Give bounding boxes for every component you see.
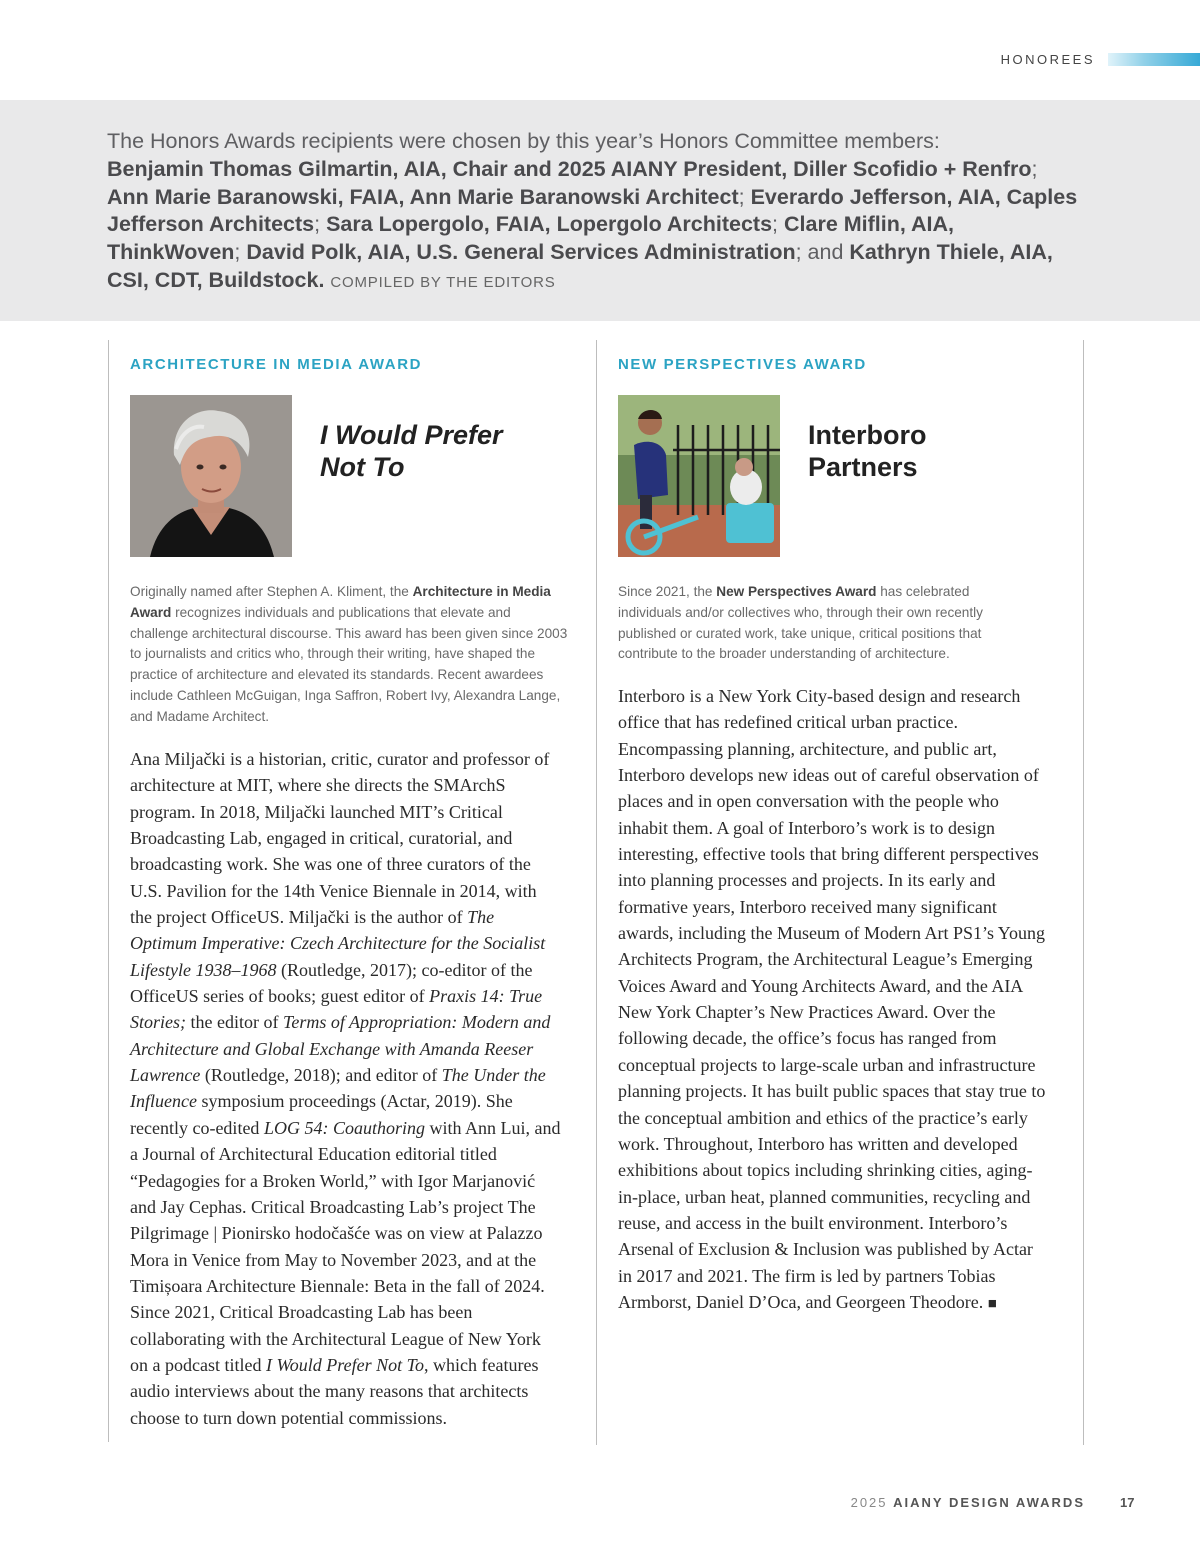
award-description: Since 2021, the New Perspectives Award has celebrated individuals and/or collectives who, through their own recently published or curated work, take unique, critical positions that contribute to the broader understanding of architecture. [618,584,983,662]
architecture-in-media-column [130,356,570,1428]
committee-member: Sara Lopergolo, FAIA, Lopergolo Architects [326,212,773,237]
page-number: 17 [1120,1495,1135,1510]
award-label: ARCHITECTURE IN MEDIA AWARD [130,356,423,373]
column-rule [1083,340,1084,1445]
award-description: Originally named after Stephen A. Kliment, the Architecture in Media Award recognizes individuals and publications that elevate and challenge architectural discourse. This award has been given since 2003 to journalists and critics who, through their writing, have shaped the practice of architecture and elevated its standards. Recent awardees include Cathleen McGuigan, Inga Saffron, Robert Ivy, Alexandra Lange, and Madame Architect. [130,584,568,724]
honoree-bio: Interboro is a New York City-based design and research office that has redefined critical urban practice. Encompassing planning, architecture, and public art, Interboro develops new ideas out of careful observation of places and in open conversation with the people who inhabit them. A goal of Interboro’s work is to design interesting, effective tools that bring different perspectives into planning processes and projects. In its early and formative years, Interboro received many significant awards, including the Museum of Modern Art PS1’s Young Architects Program, the Architectural League’s Emerging Voices Award and Young Architects Award, and the AIA New York Chapter’s New Practices Award. Over the following decade, the office’s focus has ranged from conceptual projects to large-scale urban and infrastructure planning projects. It has built public spaces that stay true to the conceptual ambition and ethics of the practice’s early work. Throughout, Interboro has written and developed exhibitions about topics including shrinking cities, aging-in-place, urban heat, planned communities, recycling and reuse, and access in the built environment. Interboro’s Arsenal of Exclusion & Inclusion was published by Actar in 2017 and 2021. The firm is led by partners Tobias Armborst, Daniel D’Oca, and Georgeen Theodore. ■ [618,686,1046,1312]
section-accent-bar [1108,53,1200,66]
honoree-bio: Ana Miljački is a historian, critic, curator and professor of architecture at MIT, where she directs the SMArchS program. In 2018, Miljački launched MIT’s Critical Broadcasting Lab, engaged in critical, curatorial, and broadcasting work. She was one of three curators of the U.S. Pavilion for the 14th Venice Biennale in 2014, with the project OfficeUS. Miljački is the author of The Optimum Imperative: Czech Architecture for the Socialist Lifestyle 1938–1968 (Routledge, 2017); co-editor of the OfficeUS series of books; guest editor of Praxis 14: True Stories; the editor of Terms of Appropriation: Modern and Architecture and Global Exchange with Amanda Reeser Lawrence (Routledge, 2018); and editor of The Under the Influence symposium proceedings (Actar, 2019). She recently co-edited LOG 54: Coauthoring with Ann Lui, and a Journal of Architectural Education editorial titled “Pedagogies for a Broken World,” with Igor Marjanović and Jay Cephas. Critical Broadcasting Lab’s project The Pilgrimage | Pionirsko hodočašće was on view at Palazzo Mora in Venice from May to November 2023, and at the Timișoara Architecture Biennale: Beta in the fall of 2024. Since 2021, Critical Broadcasting Lab has been collaborating with the Architectural League of New York on a podcast titled I Would Prefer Not To, which features audio interviews about the many reasons that architects choose to turn down potential commissions. [130,749,561,1428]
winner-title: I Would Prefer Not To [320,420,503,482]
committee-member: Benjamin Thomas Gilmartin, AIA, Chair and 2025 AIANY President, Diller Scofidio + Renfro [107,156,1032,181]
committee-member: Kathryn Thiele, AIA, CSI, CDT, Buildstock. [107,240,1053,292]
editors-credit: COMPILED BY THE EDITORS [330,273,556,291]
portrait-photo [130,395,292,557]
publication-footer: 2025 AIANY DESIGN AWARDS [850,1495,1085,1510]
intro-text: The Honors Awards recipients were chosen by this year’s Honors Committee members: Benjamin Thomas Gilmartin, AIA, Chair and 2025 AIANY President, Diller Scofidio + Renfro; Ann Marie Baranowski, FAIA, Ann Marie Baranowski Architect; Everardo Jefferson, AIA, Caples Jefferson Architects; Sara Lopergolo, FAIA, Lopergolo Architects; Clare Miflin, AIA, ThinkWoven; David Polk, AIA, U.S. General Services Administration; and Kathryn Thiele, AIA, CSI, CDT, Buildstock. COMPILED BY THE EDITORS [107,129,1078,292]
column-rule [108,340,109,1442]
award-label: NEW PERSPECTIVES AWARD [618,356,867,373]
committee-member: Clare Miflin, AIA, ThinkWoven [107,212,955,265]
honoree-photo [618,395,780,557]
committee-member: David Polk, AIA, U.S. General Services Administration [246,240,796,265]
new-perspectives-column [618,356,1058,1312]
winner-title: Interboro Partners [808,420,927,482]
end-mark: ■ [987,1295,997,1312]
committee-member: Ann Marie Baranowski, FAIA, Ann Marie Baranowski Architect [107,184,739,209]
section-label: HONOREES [1000,52,1095,67]
column-rule [596,340,597,1445]
intro-lead: The Honors Awards recipients were chosen by this year’s Honors Committee members: [107,129,940,153]
committee-member: Everardo Jefferson, AIA, Caples Jefferson Architects [107,184,1078,237]
